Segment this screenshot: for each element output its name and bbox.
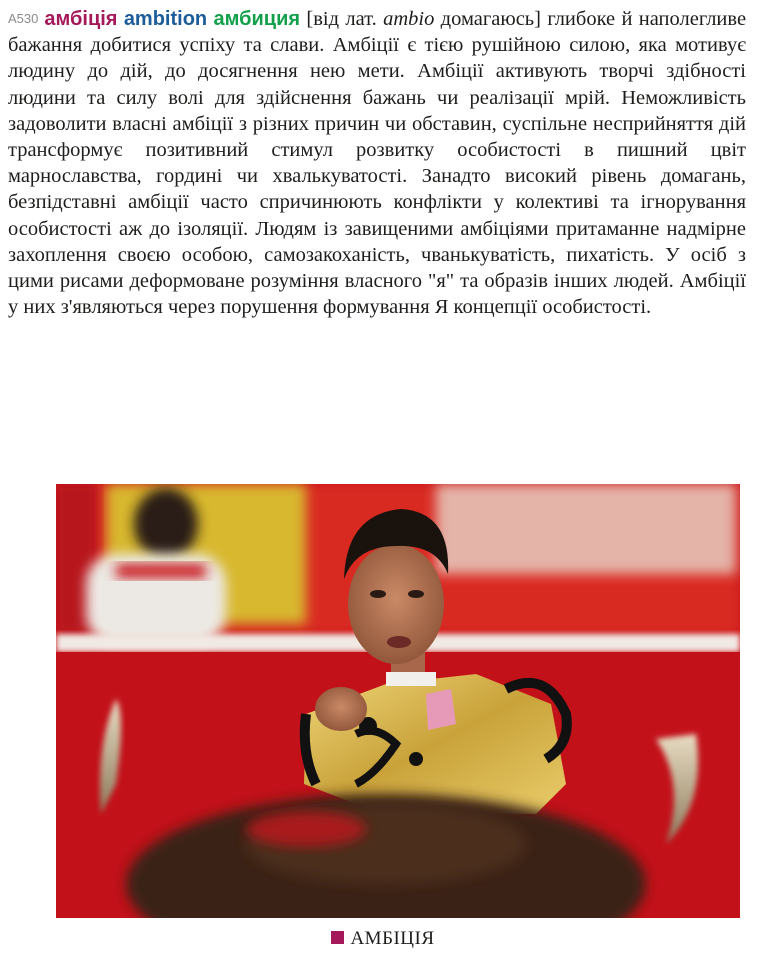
headword-russian: амбиция	[213, 8, 301, 30]
etymology-close: домагаюсь]	[440, 8, 541, 30]
caption-text: АМБІЦІЯ	[350, 928, 435, 949]
etymology-word: ambio	[383, 8, 435, 30]
dictionary-entry	[8, 6, 746, 320]
headword-ukrainian: амбіція	[44, 8, 118, 30]
bullfighter-photo	[56, 484, 740, 918]
headword-english: ambition	[123, 8, 208, 30]
figure-caption	[0, 928, 766, 950]
caption-marker-icon	[331, 931, 344, 944]
definition-text: глибоке й наполегливе бажання добитися успіху та слави. Амбіції є тією рушійною силою, яка мотивує людину до дій, до досягнення нею мети. Амбіції активують творчі здібності людини та силу волі для здійснення бажань чи реалізації мрій. Неможливість задоволити власні амбіції з різних причин чи обставин, суспільне несприйняття дій трансформує позитивний стимул розвитку особистості в пишний цвіт марнославства, гордині чи хвалькуватості. Занадто високий рівень домагань, безпідставні амбіції часто спричинюють конфлікти у колективі та ігнорування особистості аж до ізоляції. Людям із завищеними амбіціями притаманне надмірне захоплення своєю особою, самозакоханість, чванькуватість, пихатість. У осіб з цими рисами деформоване розуміння власного "я" та образів інших людей. Амбіції у них з'являються через порушення формування Я концепції особистості.	[8, 8, 747, 319]
entry-code: A530	[8, 11, 39, 26]
etymology-open: [від лат.	[306, 8, 377, 30]
